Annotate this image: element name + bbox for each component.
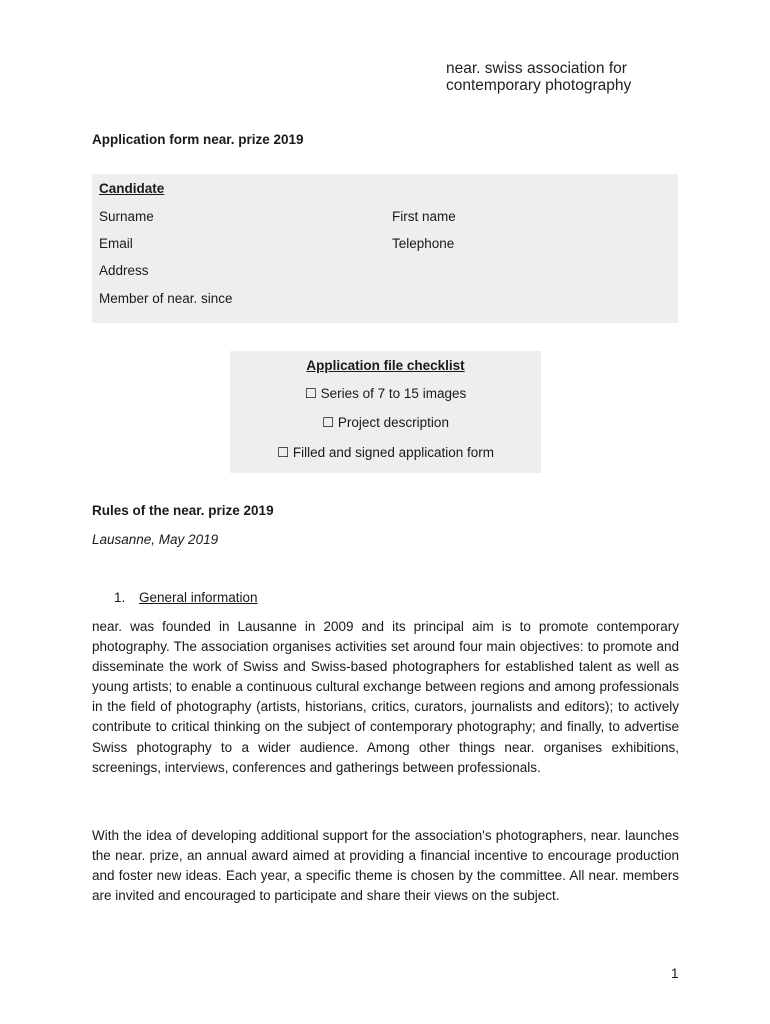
first-name-field[interactable]: First name [392, 209, 456, 224]
candidate-box [92, 174, 678, 323]
candidate-heading: Candidate [99, 181, 165, 196]
email-field[interactable]: Email [99, 236, 133, 251]
address-field[interactable]: Address [99, 263, 149, 278]
organization-name-line2: contemporary photography [446, 77, 632, 94]
rules-title: Rules of the near. prize 2019 [92, 503, 274, 518]
checklist-box [230, 351, 541, 473]
rules-place-date: Lausanne, May 2019 [92, 532, 219, 547]
paragraph-prize-idea: With the idea of developing additional support for the association's photographers, near. launches the near. prize, an annual award aimed at providing a financial incentive to encourage production and foster new ideas. Each year, a specific theme is chosen by the committee. All near. members are invited and encouraged to participate and share their views on the subject. [92, 828, 679, 904]
organization-header [446, 60, 631, 94]
paragraph-general-info: near. was founded in Lausanne in 2009 and its principal aim is to promote contemporary photography. The association organises activities set around four main objectives: to promote and disseminate the work of Swiss and Swiss-based photographers for established talent as well as young artists; to enable a continuous cultural exchange between regions and among professionals in the field of photography (artists, historians, critics, curators, journalists and editors); to actively contribute to critical thinking on the subject of contemporary photography; and finally, to advertise Swiss photography to a wider audience. Among other things near. organises exhibitions, screenings, interviews, conferences and gatherings between professionals. [92, 619, 679, 775]
checklist-item-description[interactable]: ☐ Project description [322, 415, 449, 430]
section-number: 1. [114, 590, 126, 605]
surname-field[interactable]: Surname [99, 209, 154, 224]
member-since-field[interactable]: Member of near. since [99, 291, 233, 306]
checklist-item-images[interactable]: ☐ Series of 7 to 15 images [304, 386, 467, 401]
checklist-heading: Application file checklist [306, 358, 465, 373]
organization-name-line1: near. swiss association for [446, 60, 627, 77]
form-title: Application form near. prize 2019 [92, 132, 304, 147]
checklist-item-form[interactable]: ☐ Filled and signed application form [277, 445, 494, 460]
section-title: General information [139, 590, 258, 605]
telephone-field[interactable]: Telephone [392, 236, 455, 251]
page-number: 1 [671, 966, 679, 981]
